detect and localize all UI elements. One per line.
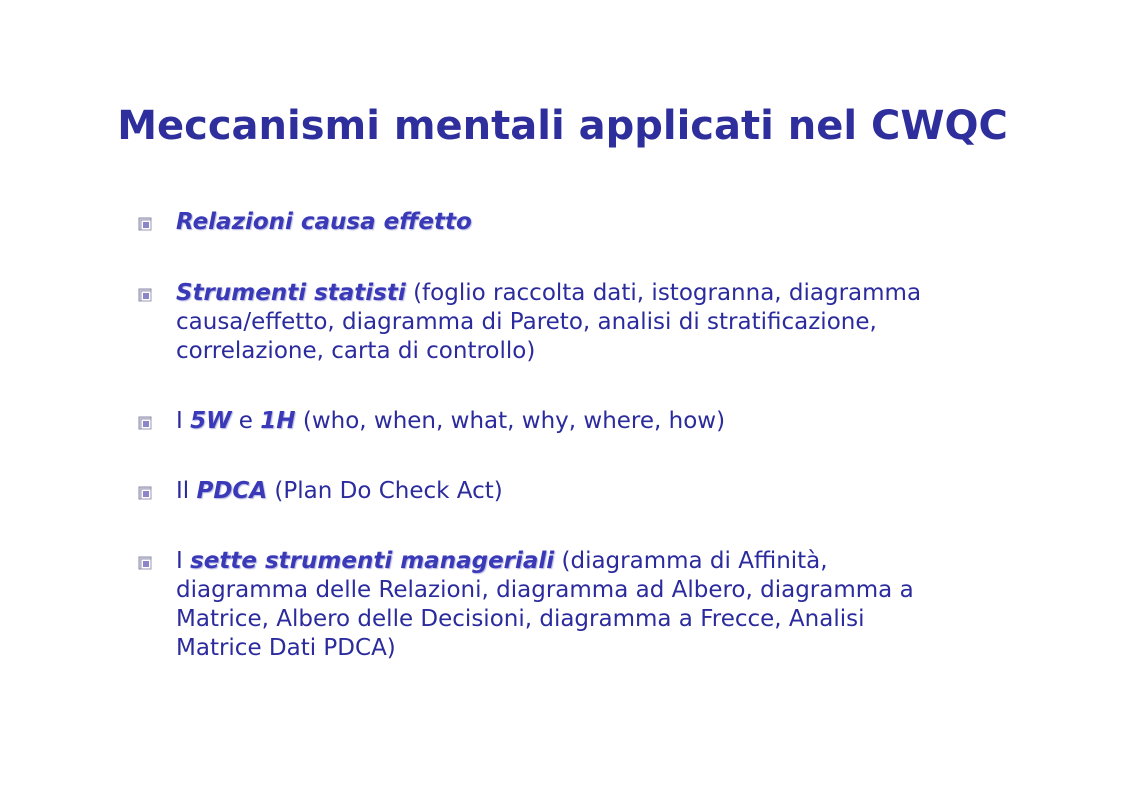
square-bullet-icon xyxy=(138,217,154,233)
bullet-line: diagramma delle Relazioni, diagramma ad Albero, diagramma a xyxy=(176,577,914,603)
square-bullet-icon xyxy=(138,288,154,304)
bullet-after: (who, when, what, why, where, how) xyxy=(295,408,726,434)
bullet-text xyxy=(176,208,976,237)
bullet-prefix: I xyxy=(176,548,191,574)
bullet-line: Matrice, Albero delle Decisioni, diagramma a Frecce, Analisi xyxy=(176,606,865,632)
bullet-line: causa/effetto, diagramma di Pareto, analisi di stratificazione, xyxy=(176,309,877,335)
bullet-text xyxy=(176,547,976,663)
bullet-line xyxy=(176,547,976,576)
bullet-after: (diagramma di Affinità, xyxy=(554,548,828,574)
bullet-prefix: I xyxy=(176,408,191,434)
bullet-emphasis-2: 1H xyxy=(260,408,296,434)
slide-title: Meccanismi mentali applicati nel CWQC xyxy=(117,103,1008,149)
bullet-text xyxy=(176,407,976,436)
square-bullet-icon xyxy=(138,556,154,572)
bullet-text xyxy=(176,477,976,506)
square-bullet-icon xyxy=(138,416,154,432)
bullet-emphasis: Relazioni causa effetto xyxy=(176,209,472,235)
bullet-line: correlazione, carta di controllo) xyxy=(176,338,536,364)
bullet-middle: e xyxy=(231,408,261,434)
bullet-emphasis: 5W xyxy=(190,408,232,434)
bullet-line xyxy=(176,279,976,308)
bullet-after: (Plan Do Check Act) xyxy=(267,478,503,504)
bullet-emphasis: Strumenti statisti xyxy=(176,280,406,306)
bullet-text xyxy=(176,279,976,366)
bullet-emphasis: PDCA xyxy=(196,478,268,504)
bullet-emphasis: sette strumenti manageriali xyxy=(190,548,555,574)
bullet-after: (foglio raccolta dati, istogranna, diagramma xyxy=(405,280,922,306)
bullet-line: Matrice Dati PDCA) xyxy=(176,635,396,661)
square-bullet-icon xyxy=(138,486,154,502)
bullet-prefix: Il xyxy=(176,478,197,504)
